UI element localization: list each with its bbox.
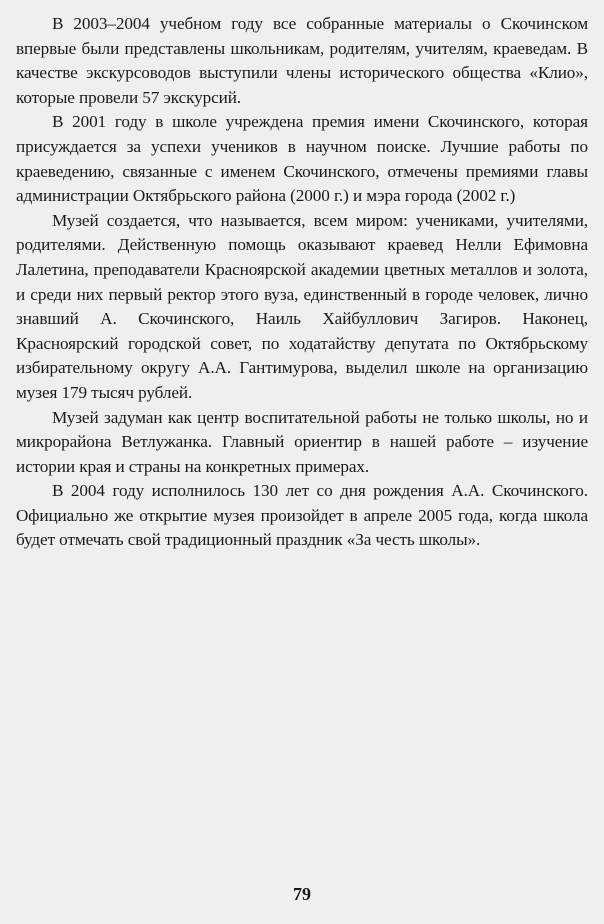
paragraph-museum-opening: В 2004 году исполнилось 130 лет со дня рождения А.А. Скочинского. Официально же открытие музея произойдет в апреле 2005 года, когда школа будет отмечать свой традиционный праздник «За честь школы». [16, 481, 588, 550]
paragraph-museum-purpose: Музей задуман как центр воспитательной работы не только школы, но и микрорайона Ветлужанка. Главный ориентир в нашей работе – изучение истории края и страны на конкретных примерах. [16, 407, 588, 476]
paragraph-museum-support: Музей создается, что называется, всем миром: учениками, учителями, родителями. Действенную помощь оказывают краевед Нелли Ефимовна Лалетина, преподаватели Красноярской академии цветных металлов и золота, и среди них первый ректор этого вуза, единственный в городе человек, лично знавший А. Скочинского, Наиль Хайбуллович Загиров. Наконец, Красноярский городской совет, по ходатайству депутата по Октябрьскому избирательному округу А.А. Гантимурова, выделил школе на организацию музея 179 тысяч рублей. [16, 210, 588, 402]
paragraph-excursions: В 2003–2004 учебном году все собранные материалы о Скочинском впервые были представлены школьникам, родителям, учителям, краеведам. В качестве экскурсоводов выступили члены исторического общества «Клио», которые провели 57 экскурсий. [16, 14, 588, 107]
page-number: 79 [293, 884, 311, 904]
body-text [16, 12, 588, 553]
paragraph-award: В 2001 году в школе учреждена премия имени Скочинского, которая присуждается за успехи учеников в научном поиске. Лучшие работы по краеведению, связанные с именем Скочинского, отмечены премиями главы администрации Октябрьского района (2000 г.) и мэра города (2002 г.) [16, 112, 588, 206]
